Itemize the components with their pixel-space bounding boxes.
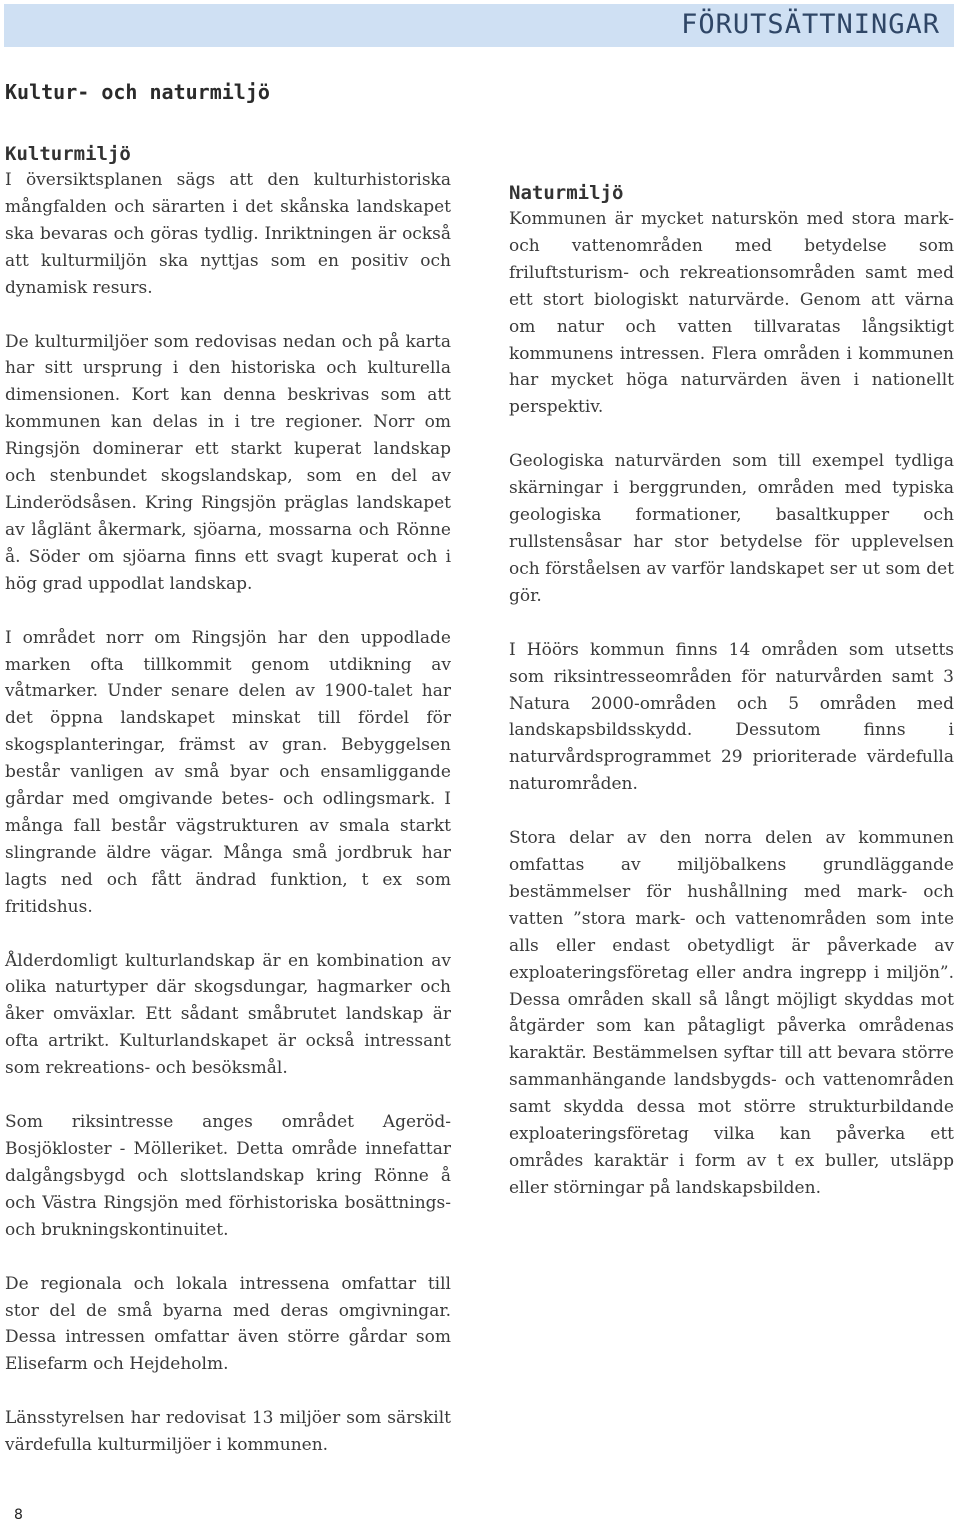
paragraph: Geologiska naturvärden som till exempel tydliga skärningar i berggrunden, områden med typiska geologiska formationer, basaltkupper och rullstensåsar har stor betydelse för upplevelsen och förståelsen av varför landskapet ser ut som det gör. [509, 451, 954, 606]
page-number: 8 [14, 1507, 23, 1523]
paragraph: I översiktsplanen sägs att den kulturhistoriska mångfalden och särarten i det skånska landskapet ska bevaras och göras tydlig. Inriktningen är också att kulturmiljön ska nyttjas som en positiv och dynamisk resurs. [5, 170, 451, 298]
header-band [4, 4, 954, 47]
kulturmiljo-heading: Kulturmiljö [5, 143, 131, 165]
section-title: Kultur- och naturmiljö [5, 80, 270, 104]
paragraph: De kulturmiljöer som redovisas nedan och på karta har sitt ursprung i den historiska och kulturella dimensionen. Kort kan denna beskrivas som att kommunen kan delas in i tre regioner. Norr om Ringsjön dominerar ett starkt kuperat landskap och stenbundet skogslandskap, som en del av Linderödsåsen. Kring Ringsjön präglas landskapet av låglänt åkermark, sjöarna, mossarna och Rönne å. Söder om sjöarna finns ett svagt kuperat och i hög grad uppodlat landskap. [5, 331, 451, 594]
paragraph: I Höörs kommun finns 14 områden som utsetts som riksintresseområden för naturvården samt 3 Natura 2000-områden och 5 områden med landskapsbildsskydd. Dessutom finns i naturvårdsprogrammet 29 prioriterade värdefulla naturområden. [509, 639, 954, 795]
paragraph: Kommunen är mycket naturskön med stora mark- och vattenområden med betydelse som friluftsturism- och rekreationsområden samt med ett stort biologiskt naturvärde. Genom att värna om natur och vatten tillvaratas långsiktigt kommunens intressen. Flera områden i kommunen har mycket höga naturvärden även i nationellt perspektiv. [509, 209, 954, 418]
right-column [509, 180, 954, 1229]
paragraph: I området norr om Ringsjön har den uppodlade marken ofta tillkommit genom utdikning av våtmarker. Under senare delen av 1900-talet har det öppna landskapet minskat till fördel för skogsplanteringar, främst av gran. Bebyggelsen består vanligen av små byar och ensamliggande gårdar med omgivande betes- och odlingsmark. I många fall består vägstrukturen av smala starkt slingrande äldre vägar. Många små jordbruk har lagts ned och fått ändrad funktion, t ex som fritidshus. [5, 627, 451, 917]
paragraph: Länsstyrelsen har redovisat 13 miljöer som särskilt värdefulla kulturmiljöer i kommunen. [5, 1408, 451, 1456]
paragraph: Ålderdomligt kulturlandskap är en kombination av olika naturtyper där skogsdungar, hagmarker och åker omväxlar. Ett sådant småbrutet landskap är ofta artrikt. Kulturlandskapet är också intressant som rekreations- och besöksmål. [5, 950, 451, 1079]
paragraph: De regionala och lokala intressena omfattar till stor del de små byarna med deras omgivningar. Dessa intressen omfattar även större gårdar som Elisefarm och Hejdeholm. [5, 1273, 451, 1375]
paragraph: Som riksintresse anges området Ageröd-Bosjökloster - Mölleriket. Detta område innefattar dalgångsbygd och slottslandskap kring Rönne å och Västra Ringsjön med förhistoriska bosättnings- och brukningskontinuitet. [5, 1112, 451, 1240]
left-column [5, 141, 451, 1486]
naturmiljo-heading: Naturmiljö [509, 182, 624, 204]
page-header-title: FÖRUTSÄTTNINGAR [681, 9, 940, 40]
paragraph: Stora delar av den norra delen av kommunen omfattas av miljöbalkens grundläggande bestämmelser för hushållning med mark- och vatten ”stora mark- och vattenområden som inte alls eller endast obetydligt är påverkade av exploateringsföretag eller andra ingrepp i miljön”. Dessa områden skall så långt möjligt skyddas mot åtgärder som kan påtagligt påverka områdenas karaktär. Bestämmelsen syftar till att bevara större sammanhängande landsbygds- och vattenområden samt skydda dessa mot större strukturbildande exploateringsföretag vilka kan påverka ett områdes karaktär i form av t ex buller, utsläpp eller störningar på landskapsbilden. [509, 828, 954, 1198]
